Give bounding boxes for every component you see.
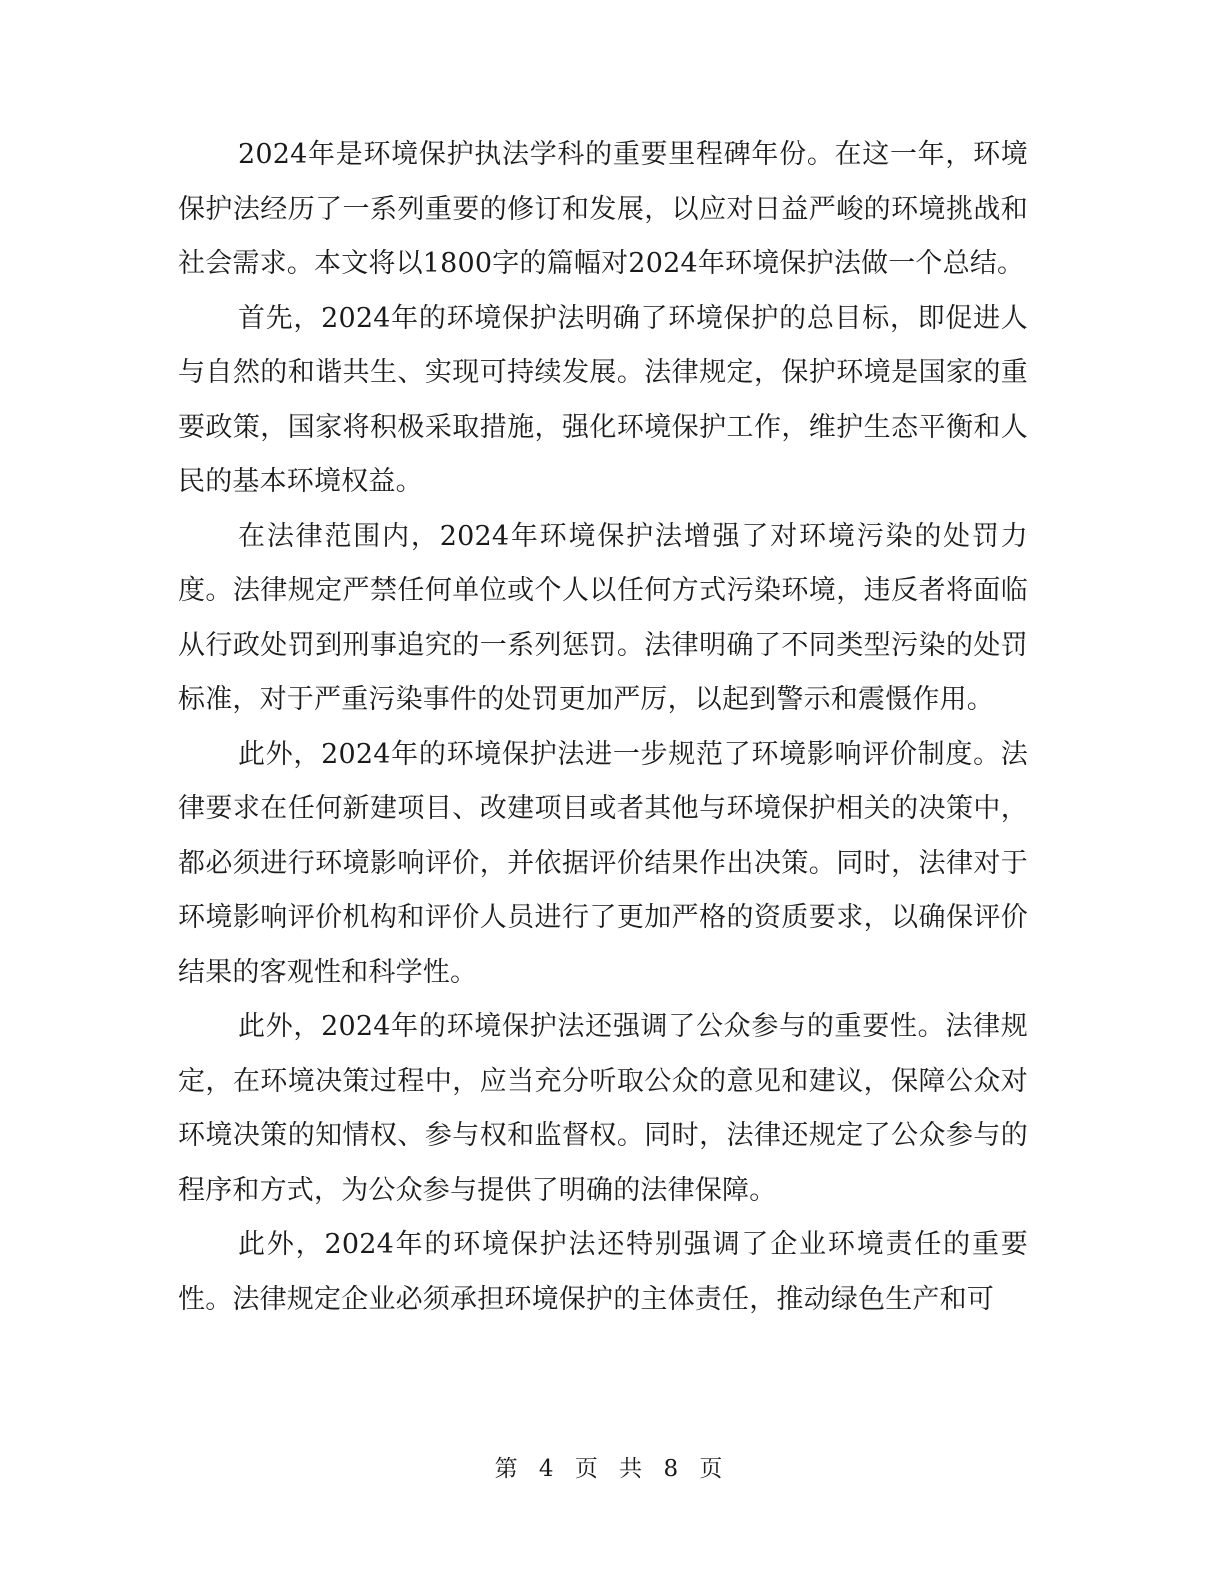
page-number-footer: 第 4 页 共 8 页 [494, 1456, 730, 1482]
paragraph-eia: 此外，2024年的环境保护法进一步规范了环境影响评价制度。法律要求在任何新建项目、改建项目或者其他与环境保护相关的决策中，都必须进行环境影响评价，并依据评价结果作出决策。同时，法律对于环境影响评价机构和评价人员进行了更加严格的资质要求，以确保评价结果的客观性和科学性。 [178, 738, 1028, 988]
paragraph-public-participation: 此外，2024年的环境保护法还强调了公众参与的重要性。法律规定，在环境决策过程中，应当充分听取公众的意见和建议，保障公众对环境决策的知情权、参与权和监督权。同时，法律还规定了公众参与的程序和方式，为公众参与提供了明确的法律保障。 [178, 1011, 1028, 1206]
document-body [178, 128, 1028, 1327]
paragraph-penalties: 在法律范围内，2024年环境保护法增强了对环境污染的处罚力度。法律规定严禁任何单位或个人以任何方式污染环境，违反者将面临从行政处罚到刑事追究的一系列惩罚。法律明确了不同类型污染的处罚标准，对于严重污染事件的处罚更加严厉，以起到警示和震慑作用。 [178, 520, 1028, 715]
paragraph-intro: 2024年是环境保护执法学科的重要里程碑年份。在这一年，环境保护法经历了一系列重要的修订和发展，以应对日益严峻的环境挑战和社会需求。本文将以1800字的篇幅对2024年环境保护法做一个总结。 [178, 139, 1028, 279]
paragraph-goals: 首先，2024年的环境保护法明确了环境保护的总目标，即促进人与自然的和谐共生、实现可持续发展。法律规定，保护环境是国家的重要政策，国家将积极采取措施，强化环境保护工作，维护生态平衡和人民的基本环境权益。 [178, 302, 1028, 497]
paragraph-corporate-responsibility: 此外，2024年的环境保护法还特别强调了企业环境责任的重要性。法律规定企业必须承担环境保护的主体责任，推动绿色生产和可 [178, 1229, 1028, 1315]
